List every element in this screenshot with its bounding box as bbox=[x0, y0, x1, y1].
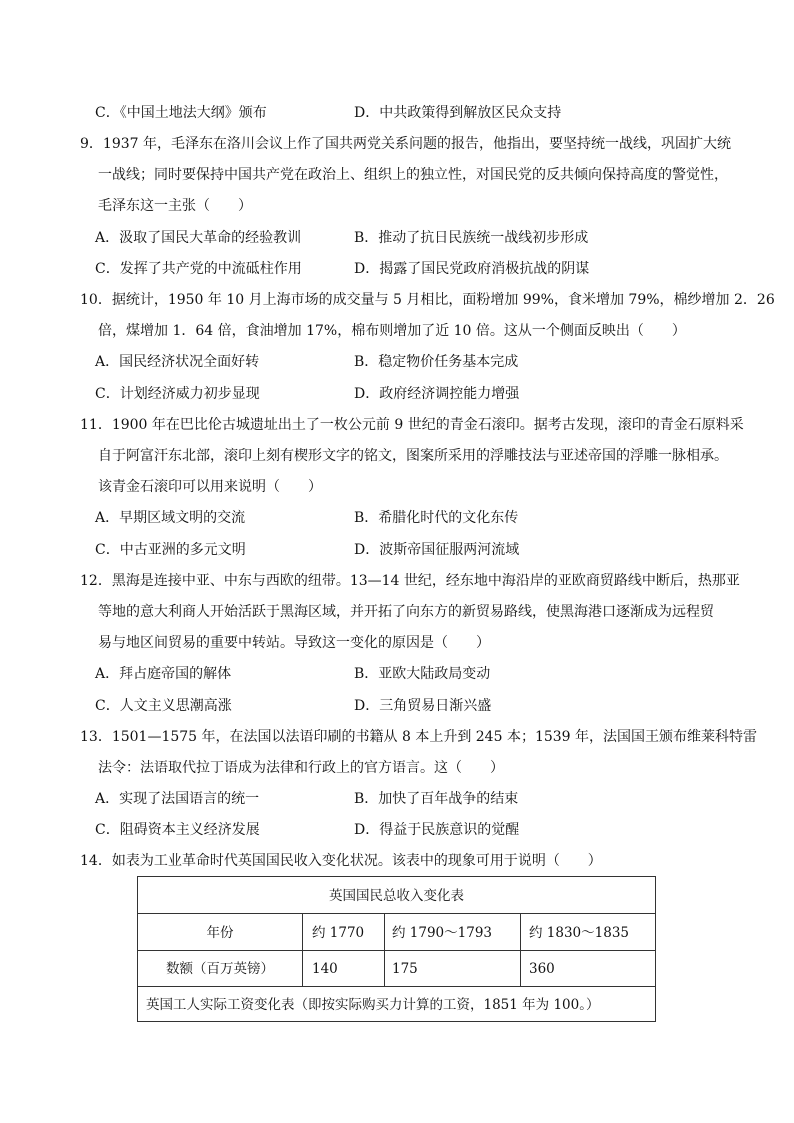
q11-option-c: C．中古亚洲的多元文明 bbox=[95, 542, 246, 558]
q11-option-a: A．早期区域文明的交流 bbox=[95, 510, 246, 526]
table-rule bbox=[138, 986, 655, 987]
q10-stem-line-1: 10．据统计，1950 年 10 月上海市场的成交量与 5 月相比，面粉增加 99%，食米增加 79%，棉纱增加 2．26 bbox=[80, 292, 775, 308]
q13-option-b: B．加快了百年战争的结束 bbox=[354, 791, 519, 807]
q13-option-a: A．实现了法国语言的统一 bbox=[95, 791, 260, 807]
q12-stem-line-1: 12．黑海是连接中亚、中东与西欧的纽带。13—14 世纪，经东地中海沿岸的亚欧商贸路线中断后，热那亚 bbox=[80, 573, 740, 589]
table-footer: 英国工人实际工资变化表（即按实际购买力计算的工资，1851 年为 100。） bbox=[146, 997, 600, 1013]
table-column-rule bbox=[302, 914, 303, 986]
table-column-rule bbox=[520, 914, 521, 986]
q9-option-d: D．揭露了国民党政府消极抗战的阴谋 bbox=[354, 261, 590, 277]
table-cell-1790: 175 bbox=[392, 961, 418, 977]
table-row-label: 数额（百万英镑） bbox=[166, 961, 274, 977]
table-cell-1770: 140 bbox=[312, 961, 338, 977]
q9-stem-line-3: 毛泽东这一主张（ ） bbox=[98, 198, 252, 214]
table-header-year: 年份 bbox=[206, 925, 234, 941]
income-table bbox=[137, 876, 656, 1022]
q11-option-b: B．希腊化时代的文化东传 bbox=[354, 510, 519, 526]
q13-stem-line-2: 法令：法语取代拉丁语成为法律和行政上的官方语言。这（ ） bbox=[98, 760, 504, 776]
table-header-1790: 约 1790～1793 bbox=[392, 925, 493, 941]
q12-option-a: A．拜占庭帝国的解体 bbox=[95, 666, 232, 682]
q9-option-a: A．汲取了国民大革命的经验教训 bbox=[95, 230, 302, 246]
q11-stem-line-3: 该青金石滚印可以用来说明（ ） bbox=[98, 479, 322, 495]
q11-stem-line-1: 11．1900 年在巴比伦古城遗址出土了一枚公元前 9 世纪的青金石滚印。据考古发现，滚印的青金石原料采 bbox=[80, 417, 744, 433]
table-header-1770: 约 1770 bbox=[312, 925, 365, 941]
q12-stem-line-3: 易与地区间贸易的重要中转站。导致这一变化的原因是（ ） bbox=[98, 635, 490, 651]
q9-stem-line-1: 9．1937 年，毛泽东在洛川会议上作了国共两党关系问题的报告，他指出，要坚持统一战线，巩固扩大统 bbox=[80, 136, 731, 152]
q13-option-c: C．阻碍资本主义经济发展 bbox=[95, 822, 260, 838]
q8-option-c: C．《中国土地法大纲》颁布 bbox=[95, 105, 267, 121]
q9-option-b: B．推动了抗日民族统一战线初步形成 bbox=[354, 230, 589, 246]
table-rule bbox=[138, 913, 655, 914]
q12-option-c: C．人文主义思潮高涨 bbox=[95, 698, 232, 714]
q8-option-d: D．中共政策得到解放区民众支持 bbox=[354, 105, 562, 121]
q10-option-b: B．稳定物价任务基本完成 bbox=[354, 354, 519, 370]
table-rule bbox=[138, 950, 655, 951]
q11-stem-line-2: 自于阿富汗东北部，滚印上刻有楔形文字的铭文，图案所采用的浮雕技法与亚述帝国的浮雕一脉相承。 bbox=[98, 448, 728, 464]
q14-stem: 14．如表为工业革命时代英国国民收入变化状况。该表中的现象可用于说明（ ） bbox=[80, 853, 602, 869]
table-title: 英国国民总收入变化表 bbox=[329, 888, 464, 904]
q12-stem-line-2: 等地的意大利商人开始活跃于黑海区域，并开拓了向东方的新贸易路线，使黑海港口逐渐成为远程贸 bbox=[98, 604, 714, 620]
q13-option-d: D．得益于民族意识的觉醒 bbox=[354, 822, 520, 838]
q13-stem-line-1: 13．1501—1575 年，在法国以法语印刷的书籍从 8 本上升到 245 本；1539 年，法国国王颁布维莱科特雷 bbox=[80, 729, 758, 745]
q10-stem-line-2: 倍，煤增加 1．64 倍，食油增加 17%，棉布则增加了近 10 倍。这从一个侧面反映出（ ） bbox=[98, 323, 686, 339]
q12-option-d: D．三角贸易日渐兴盛 bbox=[354, 698, 492, 714]
q11-option-d: D．波斯帝国征服两河流域 bbox=[354, 542, 520, 558]
q9-option-c: C．发挥了共产党的中流砥柱作用 bbox=[95, 261, 302, 277]
table-header-1830: 约 1830～1835 bbox=[529, 925, 630, 941]
q12-option-b: B．亚欧大陆政局变动 bbox=[354, 666, 491, 682]
q9-stem-line-2: 一战线；同时要保持中国共产党在政治上、组织上的独立性，对国民党的反共倾向保持高度的警觉性， bbox=[98, 167, 728, 183]
table-cell-1830: 360 bbox=[529, 961, 555, 977]
table-column-rule bbox=[384, 914, 385, 986]
q10-option-a: A．国民经济状况全面好转 bbox=[95, 354, 260, 370]
q10-option-d: D．政府经济调控能力增强 bbox=[354, 386, 520, 402]
q10-option-c: C．计划经济威力初步显现 bbox=[95, 386, 260, 402]
